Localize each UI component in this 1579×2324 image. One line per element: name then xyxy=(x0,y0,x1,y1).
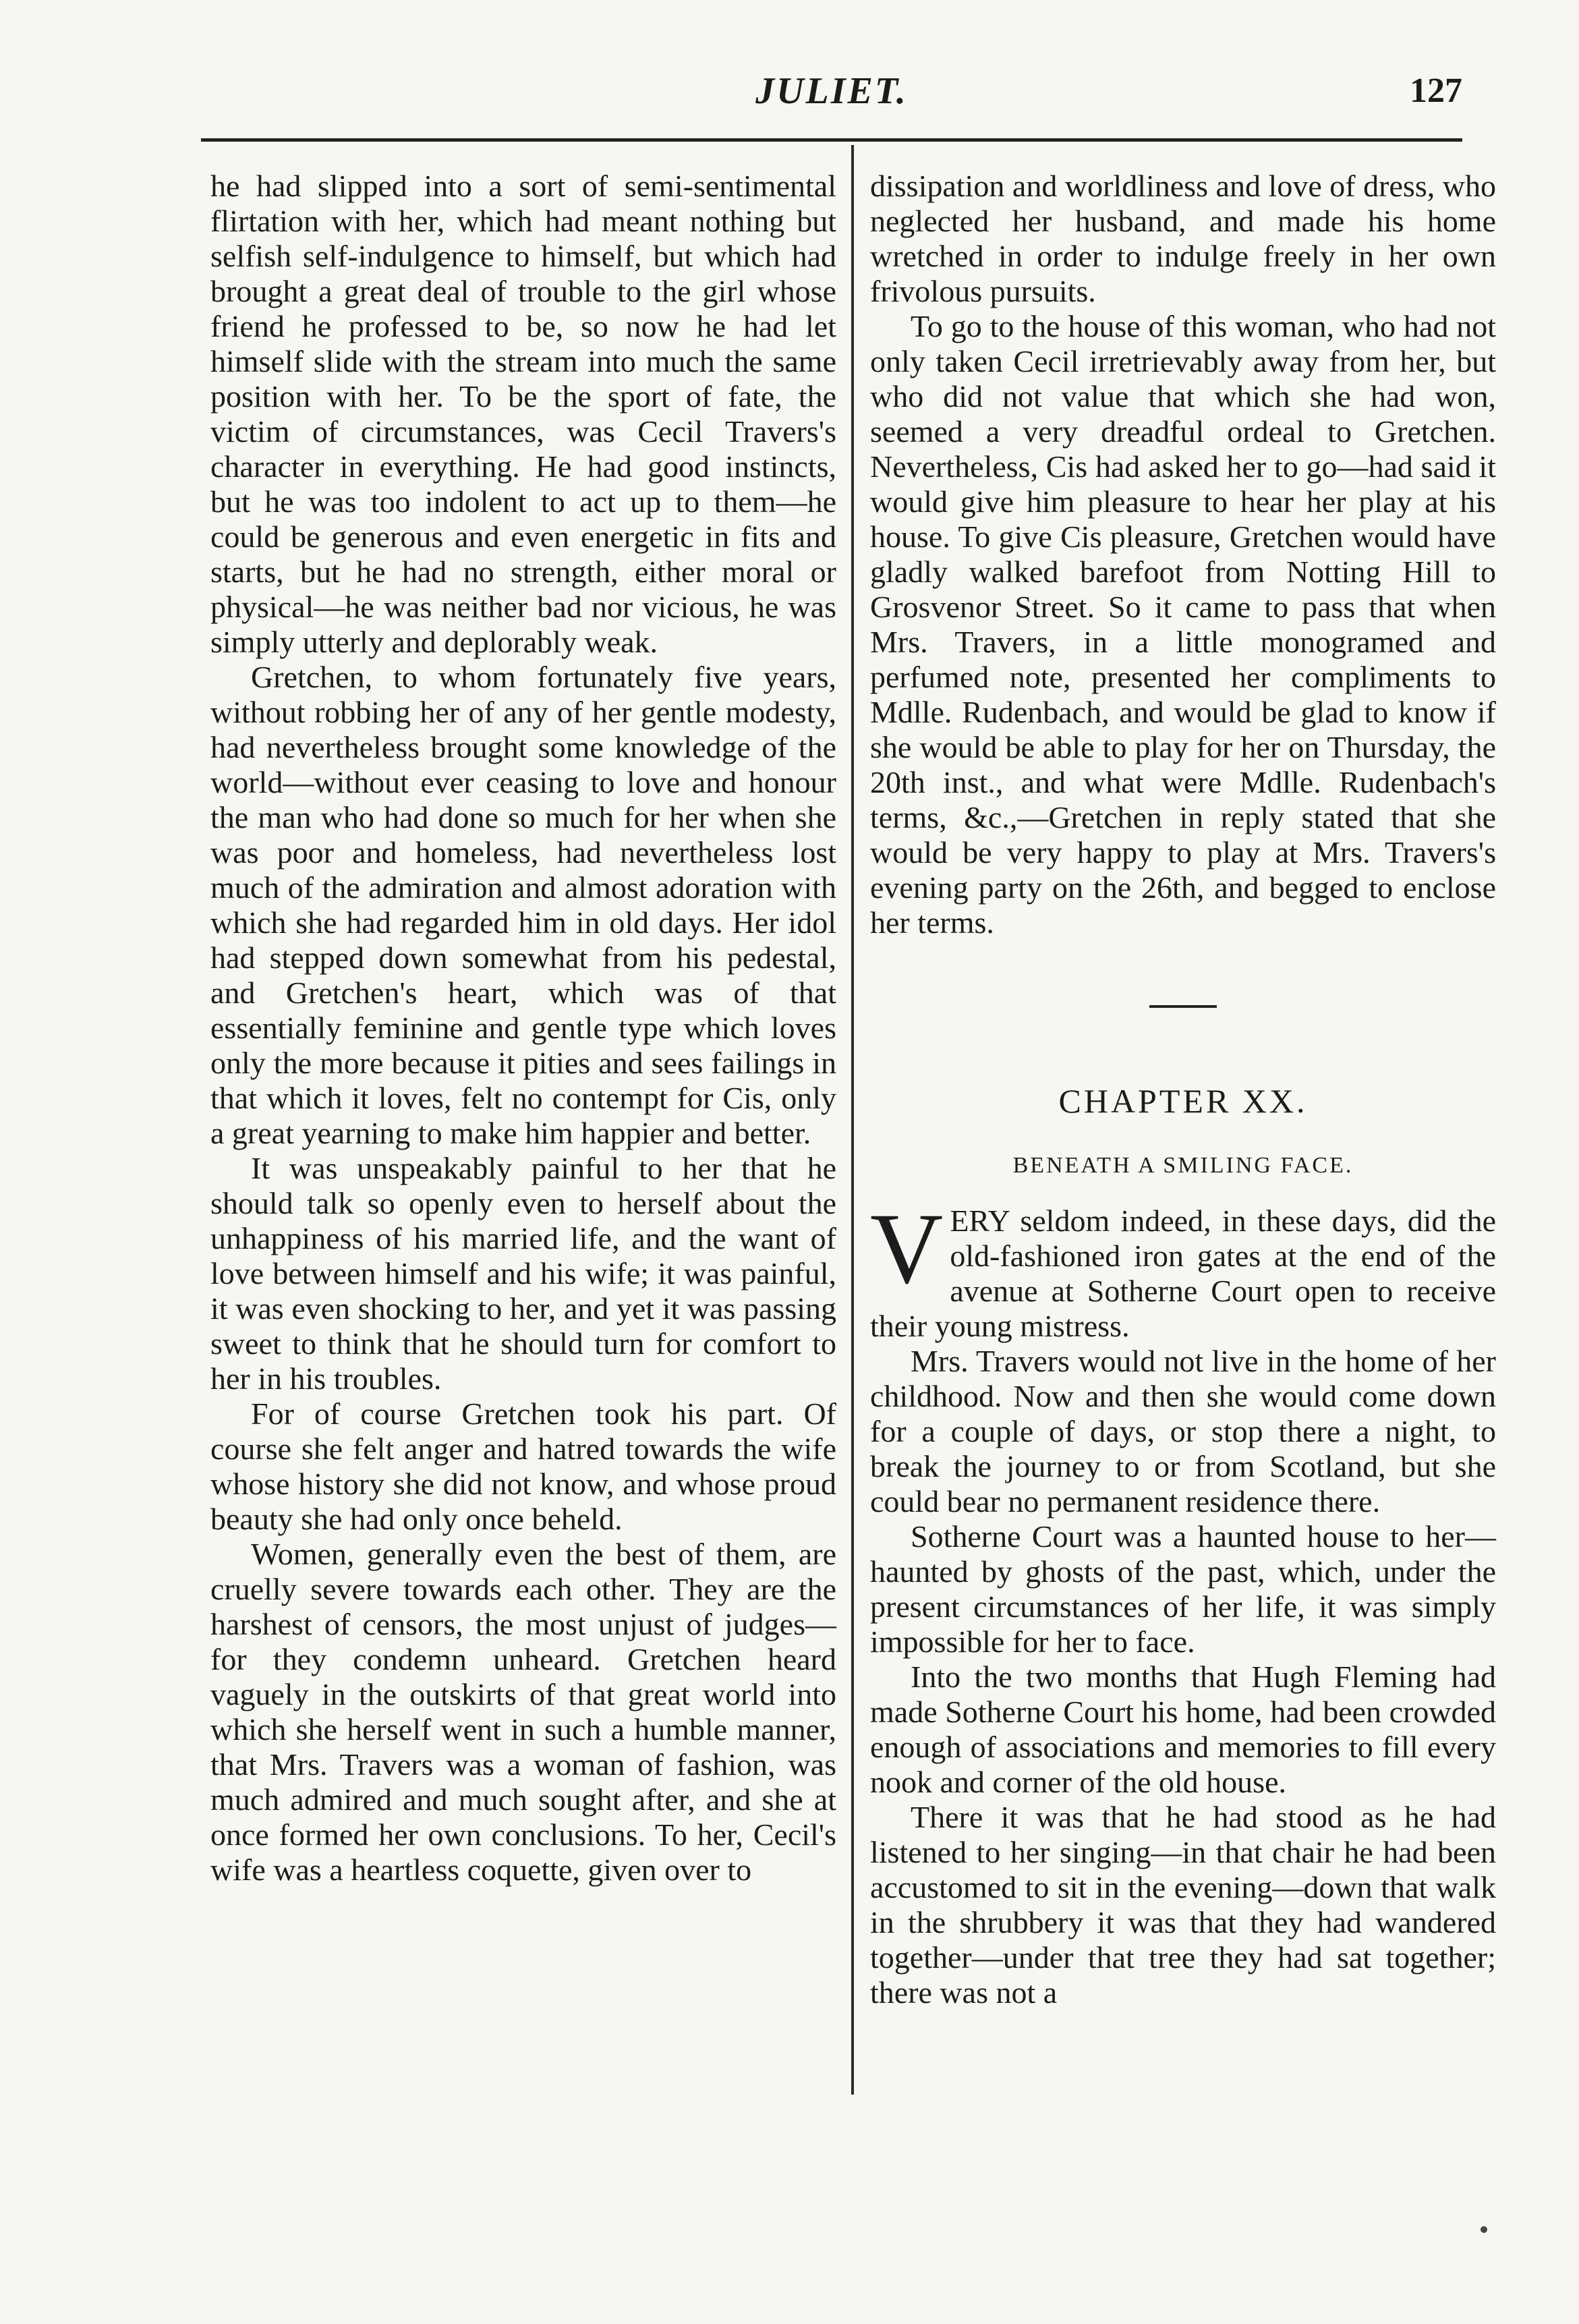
chapter-opening-paragraph xyxy=(870,1193,1496,1344)
paragraph: Into the two months that Hugh Fleming had made Sotherne Court his home, had been crowded enough of associations and memories to fill every nook and corner of the old house. xyxy=(870,1660,1496,1799)
header-rule xyxy=(201,138,1462,142)
column-divider xyxy=(851,145,854,2095)
paragraph: For of course Gretchen took his part. Of course she felt anger and hatred towards the wife whose history she did not know, and whose proud beauty she had only once beheld. xyxy=(210,1396,836,1536)
opening-text: ERY seldom indeed, in these days, did the old-fashioned iron gates at the end of the avenue at Sotherne Court open to receive their young mistress. xyxy=(870,1203,1496,1343)
chapter-divider xyxy=(1149,1005,1217,1008)
paragraph: There it was that he had stood as he had listened to her singing—in that chair he had been accustomed to sit in the evening—down that walk in the shrubbery it was that they had wandered together—under that tree they had sat together; there was not a xyxy=(870,1800,1496,2010)
paragraph: To go to the house of this woman, who had not only taken Cecil irretrievably away from her, but who did not value that which she had won, seemed a very dreadful ordeal to Gretchen. Nevertheless, Cis had asked her to go—had said it would give him pleasure to hear her play at his house. To give Cis pleasure, Gretchen would have gladly walked barefoot from Notting Hill to Grosvenor Street. So it came to pass that when Mrs. Travers, in a little monogramed and perfumed note, presented her compliments to Mdlle. Rudenbach, and would be glad to know if she would be able to play for her on Thursday, the 20th inst., and what were Mdlle. Rudenbach's terms, &c.,—Gretchen in reply stated that she would be very happy to play at Mrs. Travers's evening party on the 26th, and begged to enclose her terms. xyxy=(870,309,1496,940)
left-column xyxy=(210,169,836,1888)
paragraph: he had slipped into a sort of semi-sentimental flirtation with her, which had meant nothing but selfish self-indulgence to himself, but which had brought a great deal of trouble to the girl whose friend he professed to be, so now he had let himself slide with the stream into much the same position with her. To be the sport of fate, the victim of circumstances, was Cecil Travers's character in everything. He had good instincts, but he was too indolent to act up to them—he could be generous and even energetic in fits and starts, but he had no strength, either moral or physical—he was neither bad nor vicious, he was simply utterly and deplorably weak. xyxy=(210,169,836,659)
paragraph: Gretchen, to whom fortunately five years, without robbing her of any of her gentle modesty, had nevertheless brought some knowledge of the world—without ever ceasing to love and honour the man who had done so much for her when she was poor and homeless, had nevertheless lost much of the admiration and almost adoration with which she had regarded him in old days. Her idol had stepped down somewhat from his pedestal, and Gretchen's heart, which was of that essentially feminine and gentle type which loves only the more because it pities and sees failings in that which it loves, felt no contempt for Cis, only a great yearning to make him happier and better. xyxy=(210,660,836,1150)
paragraph: It was unspeakably painful to her that he should talk so openly even to herself about the unhappiness of his married life, and the want of love between himself and his wife; it was painful, it was even shocking to her, and yet it was passing sweet to think that he should turn for comfort to her in his troubles. xyxy=(210,1151,836,1396)
right-column xyxy=(870,169,1496,2010)
print-speck xyxy=(1481,2226,1487,2233)
drop-cap: V xyxy=(870,1193,944,1305)
chapter-title: CHAPTER XX. xyxy=(1058,1082,1308,1120)
paragraph: Sotherne Court was a haunted house to her—haunted by ghosts of the past, which, under the present circumstances of her life, it was simply impossible for her to face. xyxy=(870,1519,1496,1659)
paragraph: Mrs. Travers would not live in the home of her childhood. Now and then she would come down for a couple of days, or stop there a night, to break the journey to or from Scotland, but she could bear no permanent residence there. xyxy=(870,1344,1496,1519)
paragraph: Women, generally even the best of them, are cruelly severe towards each other. They are the harshest of censors, the most unjust of judges—for they condemn unheard. Gretchen heard vaguely in the outskirts of that great world into which she herself went in such a humble manner, that Mrs. Travers was a woman of fashion, was much admired and much sought after, and she at once formed her own conclusions. To her, Cecil's wife was a heartless coquette, given over to xyxy=(210,1537,836,1887)
page-number: 127 xyxy=(1410,72,1462,110)
paragraph: dissipation and worldliness and love of dress, who neglected her husband, and made his home wretched in order to indulge freely in her own frivolous pursuits. xyxy=(870,169,1496,308)
page-header xyxy=(201,64,1462,138)
chapter-subtitle: BENEATH A SMILING FACE. xyxy=(1012,1153,1354,1178)
running-title: JULIET. xyxy=(755,70,908,112)
